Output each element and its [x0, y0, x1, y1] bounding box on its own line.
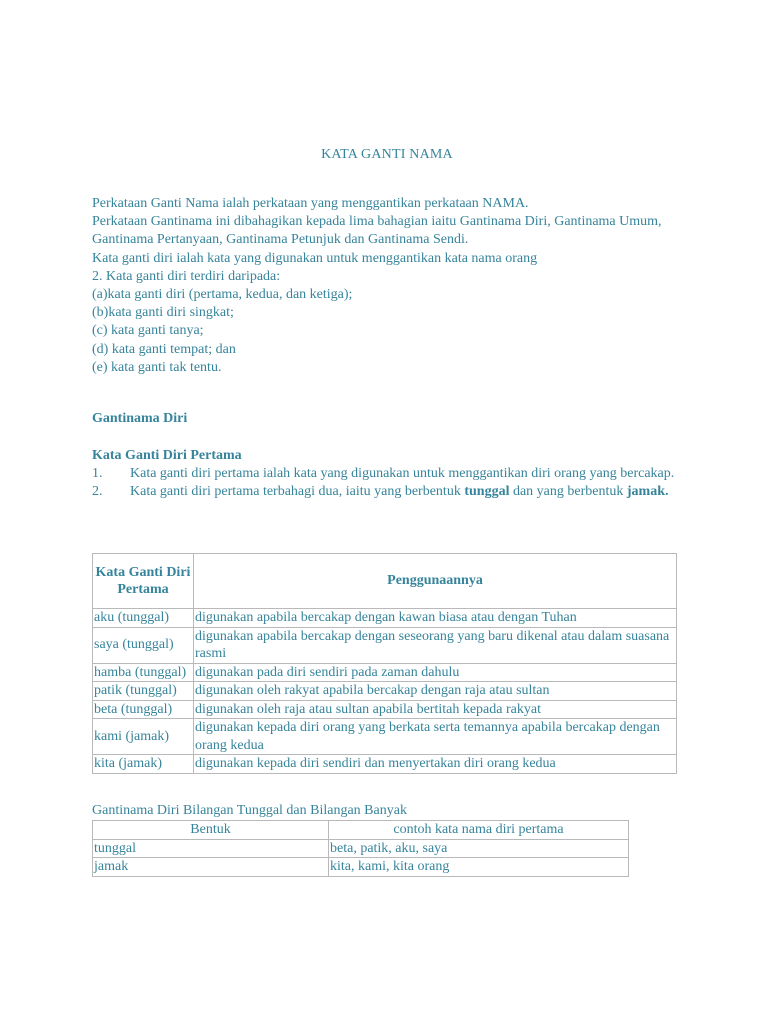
table-cell: tunggal: [93, 839, 329, 858]
page-title: KATA GANTI NAMA: [321, 147, 453, 162]
table-header-row: [93, 554, 677, 609]
table-cell: saya (tunggal): [93, 627, 194, 663]
intro-line: 2. Kata ganti diri terdiri daripada:: [92, 268, 281, 284]
table-cell: digunakan kepada diri orang yang berkata serta temannya apabila bercakap dengan orang kedua: [194, 719, 677, 755]
table-cell: digunakan oleh rakyat apabila bercakap dengan raja atau sultan: [194, 682, 677, 701]
table-cell: digunakan kepada diri sendiri dan menyertakan diri orang kedua: [194, 755, 677, 774]
table-cell: digunakan apabila bercakap dengan seseorang yang baru dikenal atau dalam suasana rasmi: [194, 627, 677, 663]
table-cell: beta, patik, aku, saya: [329, 839, 629, 858]
intro-line: (c) kata ganti tanya;: [92, 323, 204, 339]
table-cell: digunakan apabila bercakap dengan kawan biasa atau dengan Tuhan: [194, 609, 677, 628]
table-header-cell: Penggunaannya: [194, 554, 677, 609]
bold-term: tunggal: [464, 484, 510, 500]
intro-line: Perkataan Ganti Nama ialah perkataan yang menggantikan perkataan NAMA.: [92, 196, 529, 211]
subsection-heading: Kata Ganti Diri Pertama: [92, 448, 242, 463]
table-cell: jamak: [93, 858, 329, 877]
point-number: 1.: [92, 466, 103, 481]
table-header-row: [93, 821, 629, 840]
table-cell: kami (jamak): [93, 719, 194, 755]
table-row: [93, 700, 677, 719]
intro-paragraphs: [92, 195, 682, 377]
table-cell: digunakan pada diri sendiri pada zaman dahulu: [194, 663, 677, 682]
intro-line: (e) kata ganti tak tentu.: [92, 359, 222, 375]
point-2: [92, 483, 682, 501]
table-row: [93, 719, 677, 755]
table-cell: hamba (tunggal): [93, 663, 194, 682]
pronoun-form-table: [92, 820, 629, 877]
intro-line: Perkataan Gantinama ini dibahagikan kepada lima bahagian iaitu Gantinama Diri, Gantinama Umum, Gantinama Pertanyaan, Gantinama Petunjuk dan Gantinama Sendi.: [92, 214, 662, 248]
section-heading: Gantinama Diri: [92, 411, 188, 426]
table-header-cell: Kata Ganti Diri Pertama: [93, 554, 194, 609]
table-cell: patik (tunggal): [93, 682, 194, 701]
table-row: [93, 663, 677, 682]
point-text: Kata ganti diri pertama terbahagi dua, iaitu yang berbentuk: [130, 484, 465, 500]
point-text: Kata ganti diri pertama ialah kata yang digunakan untuk menggantikan diri orang yang bercakap.: [130, 466, 675, 481]
table-row: [93, 609, 677, 628]
point-number: 2.: [92, 484, 103, 500]
table-cell: digunakan oleh raja atau sultan apabila bertitah kepada rakyat: [194, 700, 677, 719]
table-caption: Gantinama Diri Bilangan Tunggal dan Bilangan Banyak: [92, 803, 407, 818]
numbered-points: [92, 465, 682, 501]
point-text: dan yang berbentuk: [509, 484, 627, 500]
intro-line: (b)kata ganti diri singkat;: [92, 305, 234, 321]
bold-term: jamak.: [626, 484, 669, 500]
table-row: [93, 858, 629, 877]
table-header-cell: Bentuk: [93, 821, 329, 840]
table-cell: kita, kami, kita orang: [329, 858, 629, 877]
table-cell: beta (tunggal): [93, 700, 194, 719]
intro-line: (d) kata ganti tempat; dan: [92, 341, 236, 357]
table-row: [93, 839, 629, 858]
pronoun-usage-table: [92, 553, 677, 774]
intro-line: Kata ganti diri ialah kata yang digunakan untuk menggantikan kata nama orang: [92, 250, 538, 266]
table-row: [93, 627, 677, 663]
point-1: [92, 465, 682, 483]
table-row: [93, 755, 677, 774]
table-header-cell: contoh kata nama diri pertama: [329, 821, 629, 840]
intro-line: (a)kata ganti diri (pertama, kedua, dan ketiga);: [92, 287, 353, 303]
table-row: [93, 682, 677, 701]
table-cell: kita (jamak): [93, 755, 194, 774]
table-cell: aku (tunggal): [93, 609, 194, 628]
